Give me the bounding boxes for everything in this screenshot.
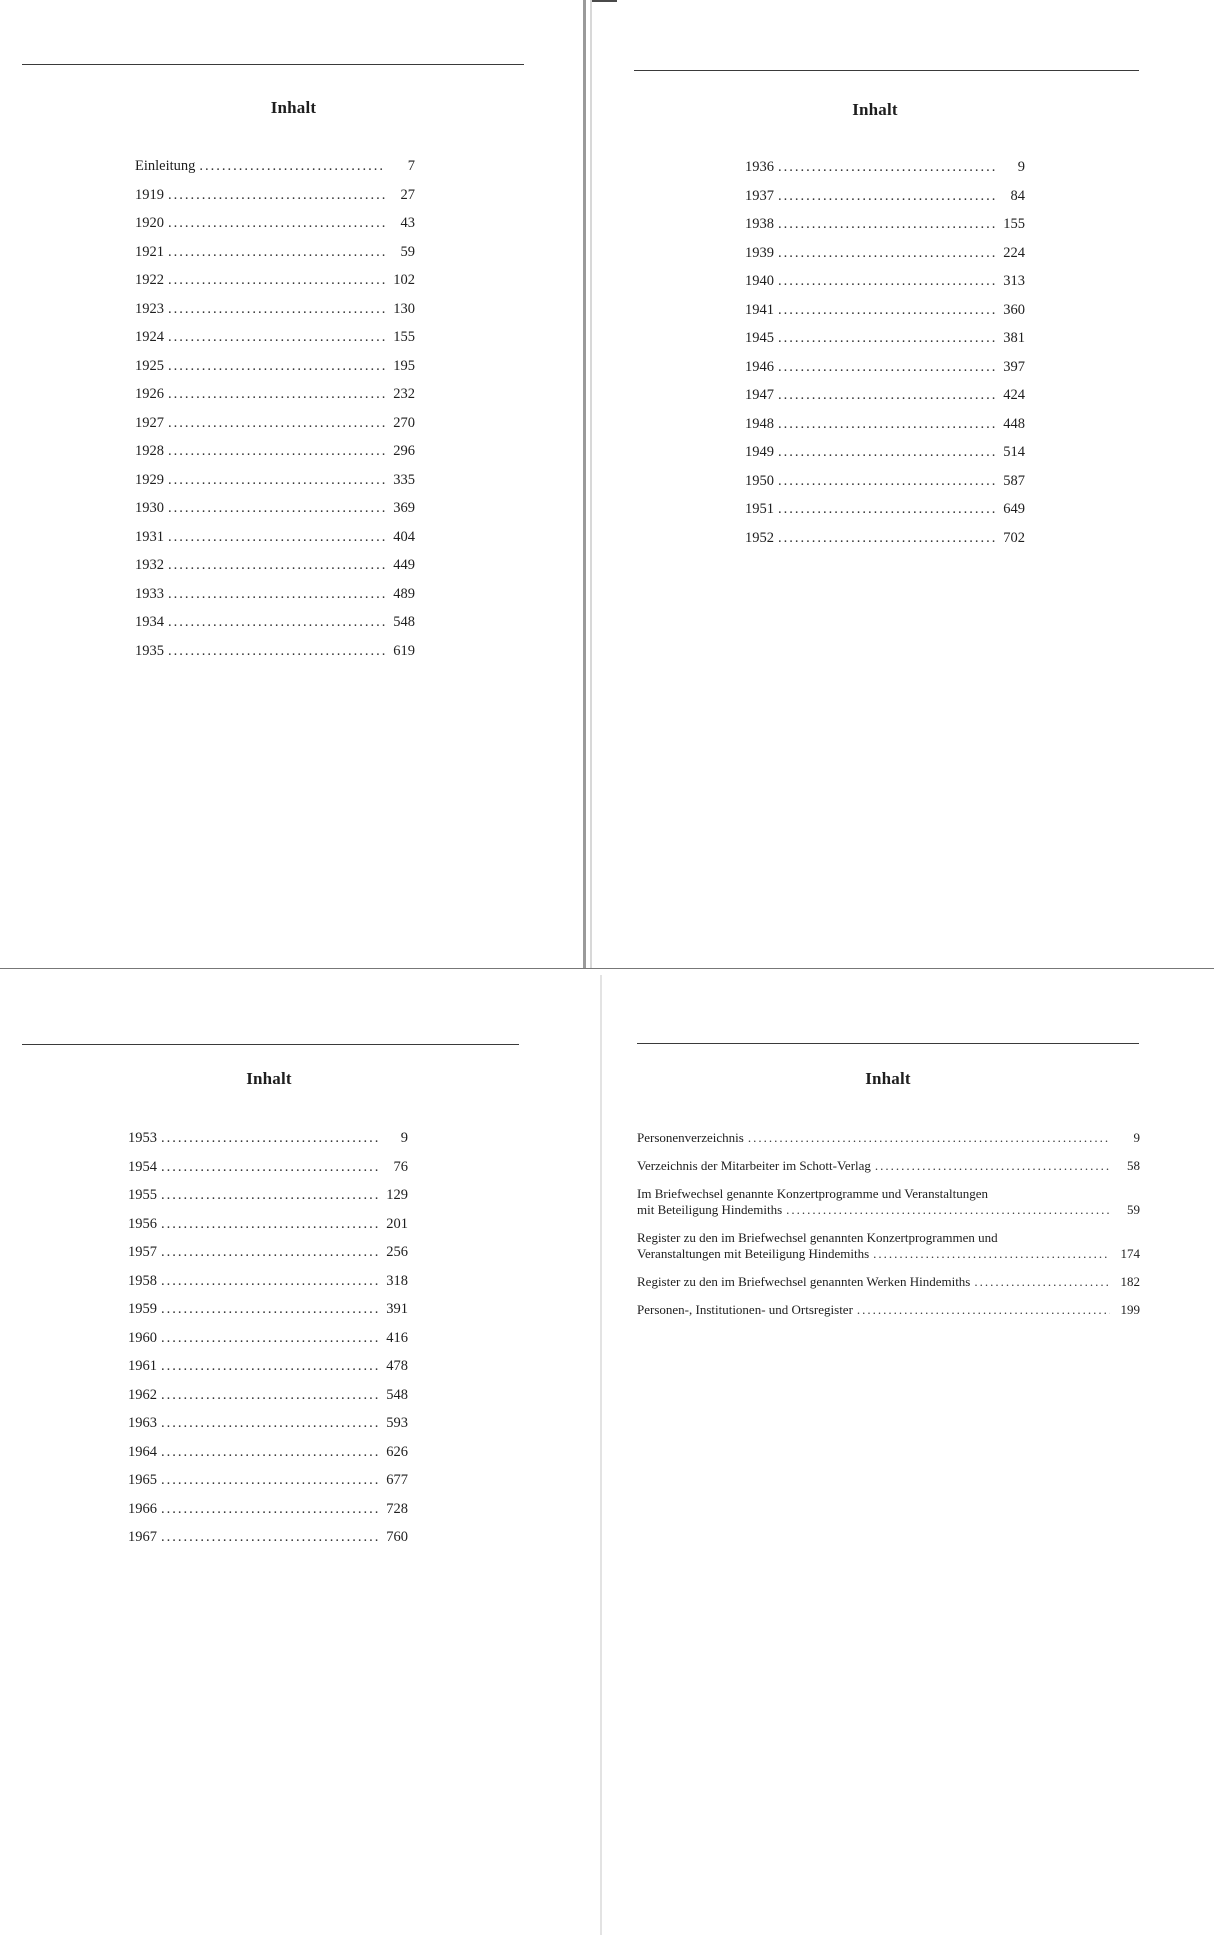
toc-entry bbox=[128, 1215, 408, 1244]
toc-entry-label: 1959 bbox=[128, 1301, 157, 1317]
toc-list bbox=[135, 157, 415, 670]
toc-entry bbox=[745, 386, 1025, 415]
toc-entry bbox=[135, 271, 415, 300]
toc-entry bbox=[128, 1329, 408, 1358]
toc-page-4 bbox=[600, 970, 1214, 1935]
toc-entry-page-number: 43 bbox=[400, 215, 415, 231]
toc-entry-label: 1931 bbox=[135, 528, 164, 545]
dot-leader bbox=[778, 158, 995, 176]
dot-leader bbox=[778, 415, 995, 433]
toc-page-2 bbox=[590, 0, 1214, 968]
toc-entry-page-number: 199 bbox=[1120, 1302, 1140, 1317]
dot-leader bbox=[161, 1471, 378, 1489]
dot-leader bbox=[161, 1500, 378, 1518]
toc-entry-label: 1950 bbox=[745, 472, 774, 489]
page-title: Inhalt bbox=[246, 1069, 292, 1088]
toc-entry-page-number: 58 bbox=[1127, 1158, 1140, 1173]
page-title: Inhalt bbox=[865, 1069, 911, 1088]
toc-entry-page-number: 514 bbox=[1003, 444, 1025, 460]
dot-leader bbox=[168, 528, 385, 546]
toc-entry bbox=[745, 529, 1025, 558]
toc-entry bbox=[745, 272, 1025, 301]
toc-entry-label: 1936 bbox=[745, 159, 774, 175]
toc-entry-label: 1929 bbox=[135, 471, 164, 488]
toc-entry-label: 1952 bbox=[745, 529, 774, 546]
toc-entry bbox=[745, 158, 1025, 187]
toc-entry-label: Personenverzeichnis bbox=[637, 1130, 744, 1145]
dot-leader bbox=[161, 1243, 378, 1261]
dot-leader bbox=[161, 1329, 378, 1347]
dot-leader bbox=[786, 1202, 1110, 1218]
toc-entry bbox=[128, 1357, 408, 1386]
dot-leader bbox=[161, 1272, 378, 1290]
toc-entry-page-number: 270 bbox=[393, 414, 415, 431]
dot-leader bbox=[168, 271, 385, 289]
toc-entry-page-number: 449 bbox=[393, 557, 415, 573]
dot-leader bbox=[778, 386, 995, 404]
toc-entry-label: 1919 bbox=[135, 186, 164, 203]
toc-entry-page-number: 318 bbox=[386, 1272, 408, 1289]
toc-entry bbox=[637, 1274, 1140, 1290]
toc-entry bbox=[128, 1443, 408, 1472]
toc-entry-label: 1966 bbox=[128, 1500, 157, 1517]
toc-entry-page-number: 256 bbox=[386, 1244, 408, 1260]
toc-entry bbox=[135, 499, 415, 528]
toc-entry-page-number: 381 bbox=[1003, 330, 1025, 346]
toc-entry-label: 1932 bbox=[135, 557, 164, 573]
toc-entry-page-number: 201 bbox=[386, 1215, 408, 1232]
toc-entry-page-number: 369 bbox=[393, 500, 415, 516]
toc-entry bbox=[745, 301, 1025, 330]
dot-leader bbox=[168, 414, 385, 432]
dot-leader bbox=[161, 1528, 378, 1546]
dot-leader bbox=[857, 1302, 1110, 1318]
toc-entry-label: 1958 bbox=[128, 1272, 157, 1289]
toc-entry-page-number: 548 bbox=[386, 1386, 408, 1403]
toc-entry bbox=[745, 215, 1025, 244]
dot-leader bbox=[168, 585, 385, 603]
toc-entry-page-number: 84 bbox=[1010, 187, 1025, 204]
toc-entry-label: 1947 bbox=[745, 387, 774, 403]
toc-page-3 bbox=[0, 970, 600, 1935]
toc-entry bbox=[745, 329, 1025, 358]
toc-entry-page-number: 59 bbox=[400, 243, 415, 260]
toc-entry bbox=[135, 186, 415, 215]
toc-entry-page-number: 404 bbox=[393, 528, 415, 545]
toc-list bbox=[128, 1129, 408, 1557]
toc-entry bbox=[637, 1158, 1140, 1174]
toc-entry-page-number: 424 bbox=[1003, 387, 1025, 403]
toc-entry-label: 1961 bbox=[128, 1358, 157, 1374]
toc-entry-page-number: 129 bbox=[386, 1187, 408, 1203]
toc-entry-label: Register zu den im Briefwechsel genannten Werken Hindemiths bbox=[637, 1274, 971, 1289]
toc-entry-label: 1965 bbox=[128, 1472, 157, 1488]
toc-entry-label: 1930 bbox=[135, 500, 164, 516]
dot-leader bbox=[168, 214, 385, 232]
dot-leader bbox=[748, 1130, 1110, 1146]
toc-entry-page-number: 155 bbox=[1003, 216, 1025, 232]
dot-leader bbox=[778, 244, 995, 262]
toc-entry bbox=[128, 1243, 408, 1272]
dot-leader bbox=[168, 243, 385, 261]
toc-entry bbox=[745, 187, 1025, 216]
toc-entry-page-number: 397 bbox=[1003, 358, 1025, 375]
toc-entry-label: 1957 bbox=[128, 1244, 157, 1260]
page-divider bbox=[0, 968, 1214, 969]
dot-leader bbox=[778, 358, 995, 376]
dot-leader bbox=[778, 329, 995, 347]
toc-entry-page-number: 9 bbox=[1017, 159, 1025, 175]
toc-entry bbox=[745, 244, 1025, 273]
toc-entry bbox=[135, 243, 415, 272]
dot-leader bbox=[168, 328, 385, 346]
dot-leader bbox=[778, 187, 995, 205]
toc-entry-label: 1922 bbox=[135, 272, 164, 288]
toc-entry-page-number: 27 bbox=[400, 186, 415, 203]
toc-entry-label: 1964 bbox=[128, 1443, 157, 1460]
dot-leader bbox=[168, 186, 385, 204]
toc-entry-page-number: 76 bbox=[393, 1158, 408, 1175]
toc-entry-label: 1951 bbox=[745, 501, 774, 517]
dot-leader bbox=[161, 1300, 378, 1318]
scan-mark bbox=[592, 0, 617, 14]
toc-entry-page-number: 313 bbox=[1003, 273, 1025, 289]
toc-entry-label: 1962 bbox=[128, 1386, 157, 1403]
toc-entry bbox=[135, 385, 415, 414]
toc-entry-page-number: 7 bbox=[407, 158, 415, 174]
toc-entry bbox=[745, 472, 1025, 501]
toc-entry-page-number: 232 bbox=[393, 386, 415, 402]
toc-entry-label: 1946 bbox=[745, 358, 774, 375]
toc-entry bbox=[135, 642, 415, 671]
dot-leader bbox=[161, 1443, 378, 1461]
toc-entry-label: 1941 bbox=[745, 301, 774, 318]
toc-entry-label: 1920 bbox=[135, 215, 164, 231]
page-gutter bbox=[590, 0, 592, 968]
toc-entry bbox=[135, 300, 415, 329]
toc-entry bbox=[745, 443, 1025, 472]
toc-entry-page-number: 489 bbox=[393, 585, 415, 602]
toc-list bbox=[637, 1130, 1140, 1330]
toc-entry-label: 1921 bbox=[135, 243, 164, 260]
dot-leader bbox=[168, 442, 385, 460]
toc-entry-label: 1935 bbox=[135, 642, 164, 659]
toc-entry-label: 1949 bbox=[745, 444, 774, 460]
page-gutter bbox=[583, 0, 586, 968]
toc-entry bbox=[745, 415, 1025, 444]
page-title: Inhalt bbox=[852, 100, 898, 119]
dot-leader bbox=[778, 500, 995, 518]
toc-entry-label: 1940 bbox=[745, 273, 774, 289]
toc-entry-label: mit Beteiligung Hindemiths bbox=[637, 1202, 783, 1217]
header-rule bbox=[634, 70, 1139, 71]
toc-entry bbox=[128, 1528, 408, 1557]
toc-entry-label: Veranstaltungen mit Beteiligung Hindemiths bbox=[637, 1246, 870, 1261]
toc-entry-page-number: 130 bbox=[393, 300, 415, 317]
header-rule bbox=[637, 1043, 1139, 1044]
toc-entry-page-number: 587 bbox=[1003, 472, 1025, 489]
toc-entry-label: 1960 bbox=[128, 1329, 157, 1346]
toc-entry-page-number: 391 bbox=[386, 1301, 408, 1317]
toc-entry-label: 1934 bbox=[135, 614, 164, 630]
toc-entry-label: 1927 bbox=[135, 414, 164, 431]
toc-entry bbox=[637, 1230, 1140, 1262]
toc-entry bbox=[135, 357, 415, 386]
toc-entry bbox=[135, 157, 415, 186]
toc-entry bbox=[128, 1186, 408, 1215]
toc-entry bbox=[135, 414, 415, 443]
toc-entry-page-number: 360 bbox=[1003, 301, 1025, 318]
toc-entry-page-number: 416 bbox=[386, 1329, 408, 1346]
toc-entry-page-number: 649 bbox=[1003, 501, 1025, 517]
dot-leader bbox=[168, 499, 385, 517]
toc-entry-label: Personen-, Institutionen- und Ortsregister bbox=[637, 1302, 853, 1317]
toc-entry-label: 1925 bbox=[135, 357, 164, 374]
dot-leader bbox=[168, 300, 385, 318]
toc-entry-page-number: 548 bbox=[393, 614, 415, 630]
toc-entry bbox=[745, 358, 1025, 387]
toc-entry-label: 1923 bbox=[135, 300, 164, 317]
dot-leader bbox=[161, 1386, 378, 1404]
page-gutter bbox=[600, 975, 602, 1935]
dot-leader bbox=[161, 1129, 378, 1147]
toc-entry-page-number: 760 bbox=[386, 1529, 408, 1545]
toc-entry bbox=[128, 1300, 408, 1329]
dot-leader bbox=[778, 272, 995, 290]
toc-entry bbox=[135, 442, 415, 471]
toc-entry-label: 1938 bbox=[745, 216, 774, 232]
toc-entry-label: 1963 bbox=[128, 1415, 157, 1431]
header-rule bbox=[22, 1044, 519, 1045]
toc-entry-page-number: 593 bbox=[386, 1415, 408, 1431]
toc-entry bbox=[637, 1302, 1140, 1318]
dot-leader bbox=[168, 385, 385, 403]
toc-entry-label: 1926 bbox=[135, 386, 164, 402]
toc-entry-page-number: 728 bbox=[386, 1500, 408, 1517]
toc-entry-label-line: Register zu den im Briefwechsel genannten Konzertprogrammen und bbox=[637, 1230, 998, 1245]
toc-entry-page-number: 9 bbox=[1133, 1130, 1140, 1145]
toc-entry-label: 1948 bbox=[745, 415, 774, 432]
toc-entry bbox=[128, 1129, 408, 1158]
toc-entry-page-number: 448 bbox=[1003, 415, 1025, 432]
dot-leader bbox=[199, 157, 385, 175]
toc-entry-label: 1933 bbox=[135, 585, 164, 602]
dot-leader bbox=[778, 529, 995, 547]
toc-entry-label: 1939 bbox=[745, 244, 774, 261]
toc-entry-page-number: 195 bbox=[393, 357, 415, 374]
toc-entry bbox=[128, 1500, 408, 1529]
toc-entry bbox=[135, 528, 415, 557]
header-rule bbox=[22, 64, 524, 65]
toc-entry-label: 1937 bbox=[745, 187, 774, 204]
dot-leader bbox=[168, 357, 385, 375]
toc-entry-label: 1945 bbox=[745, 330, 774, 346]
toc-entry bbox=[135, 613, 415, 642]
page-title: Inhalt bbox=[270, 98, 317, 117]
dot-leader bbox=[168, 556, 385, 574]
toc-entry-page-number: 478 bbox=[386, 1358, 408, 1374]
toc-entry-label: Einleitung bbox=[135, 158, 196, 174]
dot-leader bbox=[168, 613, 385, 631]
toc-entry-page-number: 335 bbox=[393, 471, 415, 488]
toc-page-1 bbox=[0, 0, 587, 968]
toc-entry-page-number: 619 bbox=[393, 642, 415, 659]
toc-entry bbox=[135, 471, 415, 500]
toc-entry-label: 1956 bbox=[128, 1215, 157, 1232]
toc-entry-label: 1924 bbox=[135, 329, 164, 345]
toc-entry bbox=[135, 585, 415, 614]
toc-entry-label: 1953 bbox=[128, 1130, 157, 1146]
dot-leader bbox=[168, 471, 385, 489]
dot-leader bbox=[875, 1158, 1110, 1174]
toc-entry-page-number: 174 bbox=[1120, 1246, 1140, 1261]
dot-leader bbox=[161, 1215, 378, 1233]
toc-entry-page-number: 59 bbox=[1127, 1202, 1140, 1217]
toc-entry-page-number: 155 bbox=[393, 329, 415, 345]
dot-leader bbox=[778, 301, 995, 319]
toc-entry bbox=[128, 1471, 408, 1500]
toc-entry bbox=[135, 556, 415, 585]
toc-entry-page-number: 182 bbox=[1120, 1274, 1140, 1289]
toc-entry bbox=[745, 500, 1025, 529]
toc-entry-page-number: 702 bbox=[1003, 529, 1025, 546]
dot-leader bbox=[778, 215, 995, 233]
toc-entry-page-number: 102 bbox=[393, 272, 415, 288]
toc-entry-label-line: Im Briefwechsel genannte Konzertprogramme und Veranstaltungen bbox=[637, 1186, 988, 1201]
dot-leader bbox=[778, 472, 995, 490]
toc-entry bbox=[128, 1386, 408, 1415]
dot-leader bbox=[778, 443, 995, 461]
toc-entry-label: Verzeichnis der Mitarbeiter im Schott-Verlag bbox=[637, 1158, 871, 1173]
toc-entry bbox=[128, 1414, 408, 1443]
toc-entry-page-number: 296 bbox=[393, 443, 415, 459]
toc-list bbox=[745, 158, 1025, 557]
toc-entry bbox=[135, 328, 415, 357]
dot-leader bbox=[161, 1414, 378, 1432]
toc-entry-page-number: 9 bbox=[400, 1130, 408, 1146]
dot-leader bbox=[161, 1158, 378, 1176]
toc-entry-label: 1928 bbox=[135, 443, 164, 459]
dot-leader bbox=[168, 642, 385, 660]
dot-leader bbox=[161, 1186, 378, 1204]
toc-entry bbox=[128, 1158, 408, 1187]
toc-entry-page-number: 224 bbox=[1003, 244, 1025, 261]
toc-entry bbox=[637, 1130, 1140, 1146]
dot-leader bbox=[161, 1357, 378, 1375]
toc-entry bbox=[128, 1272, 408, 1301]
toc-entry-label: 1955 bbox=[128, 1187, 157, 1203]
toc-entry-label: 1967 bbox=[128, 1529, 157, 1545]
toc-entry bbox=[637, 1186, 1140, 1218]
toc-entry bbox=[135, 214, 415, 243]
toc-entry-label: 1954 bbox=[128, 1158, 157, 1175]
dot-leader bbox=[873, 1246, 1110, 1262]
dot-leader bbox=[974, 1274, 1110, 1290]
toc-entry-page-number: 626 bbox=[386, 1443, 408, 1460]
toc-entry-page-number: 677 bbox=[386, 1472, 408, 1488]
